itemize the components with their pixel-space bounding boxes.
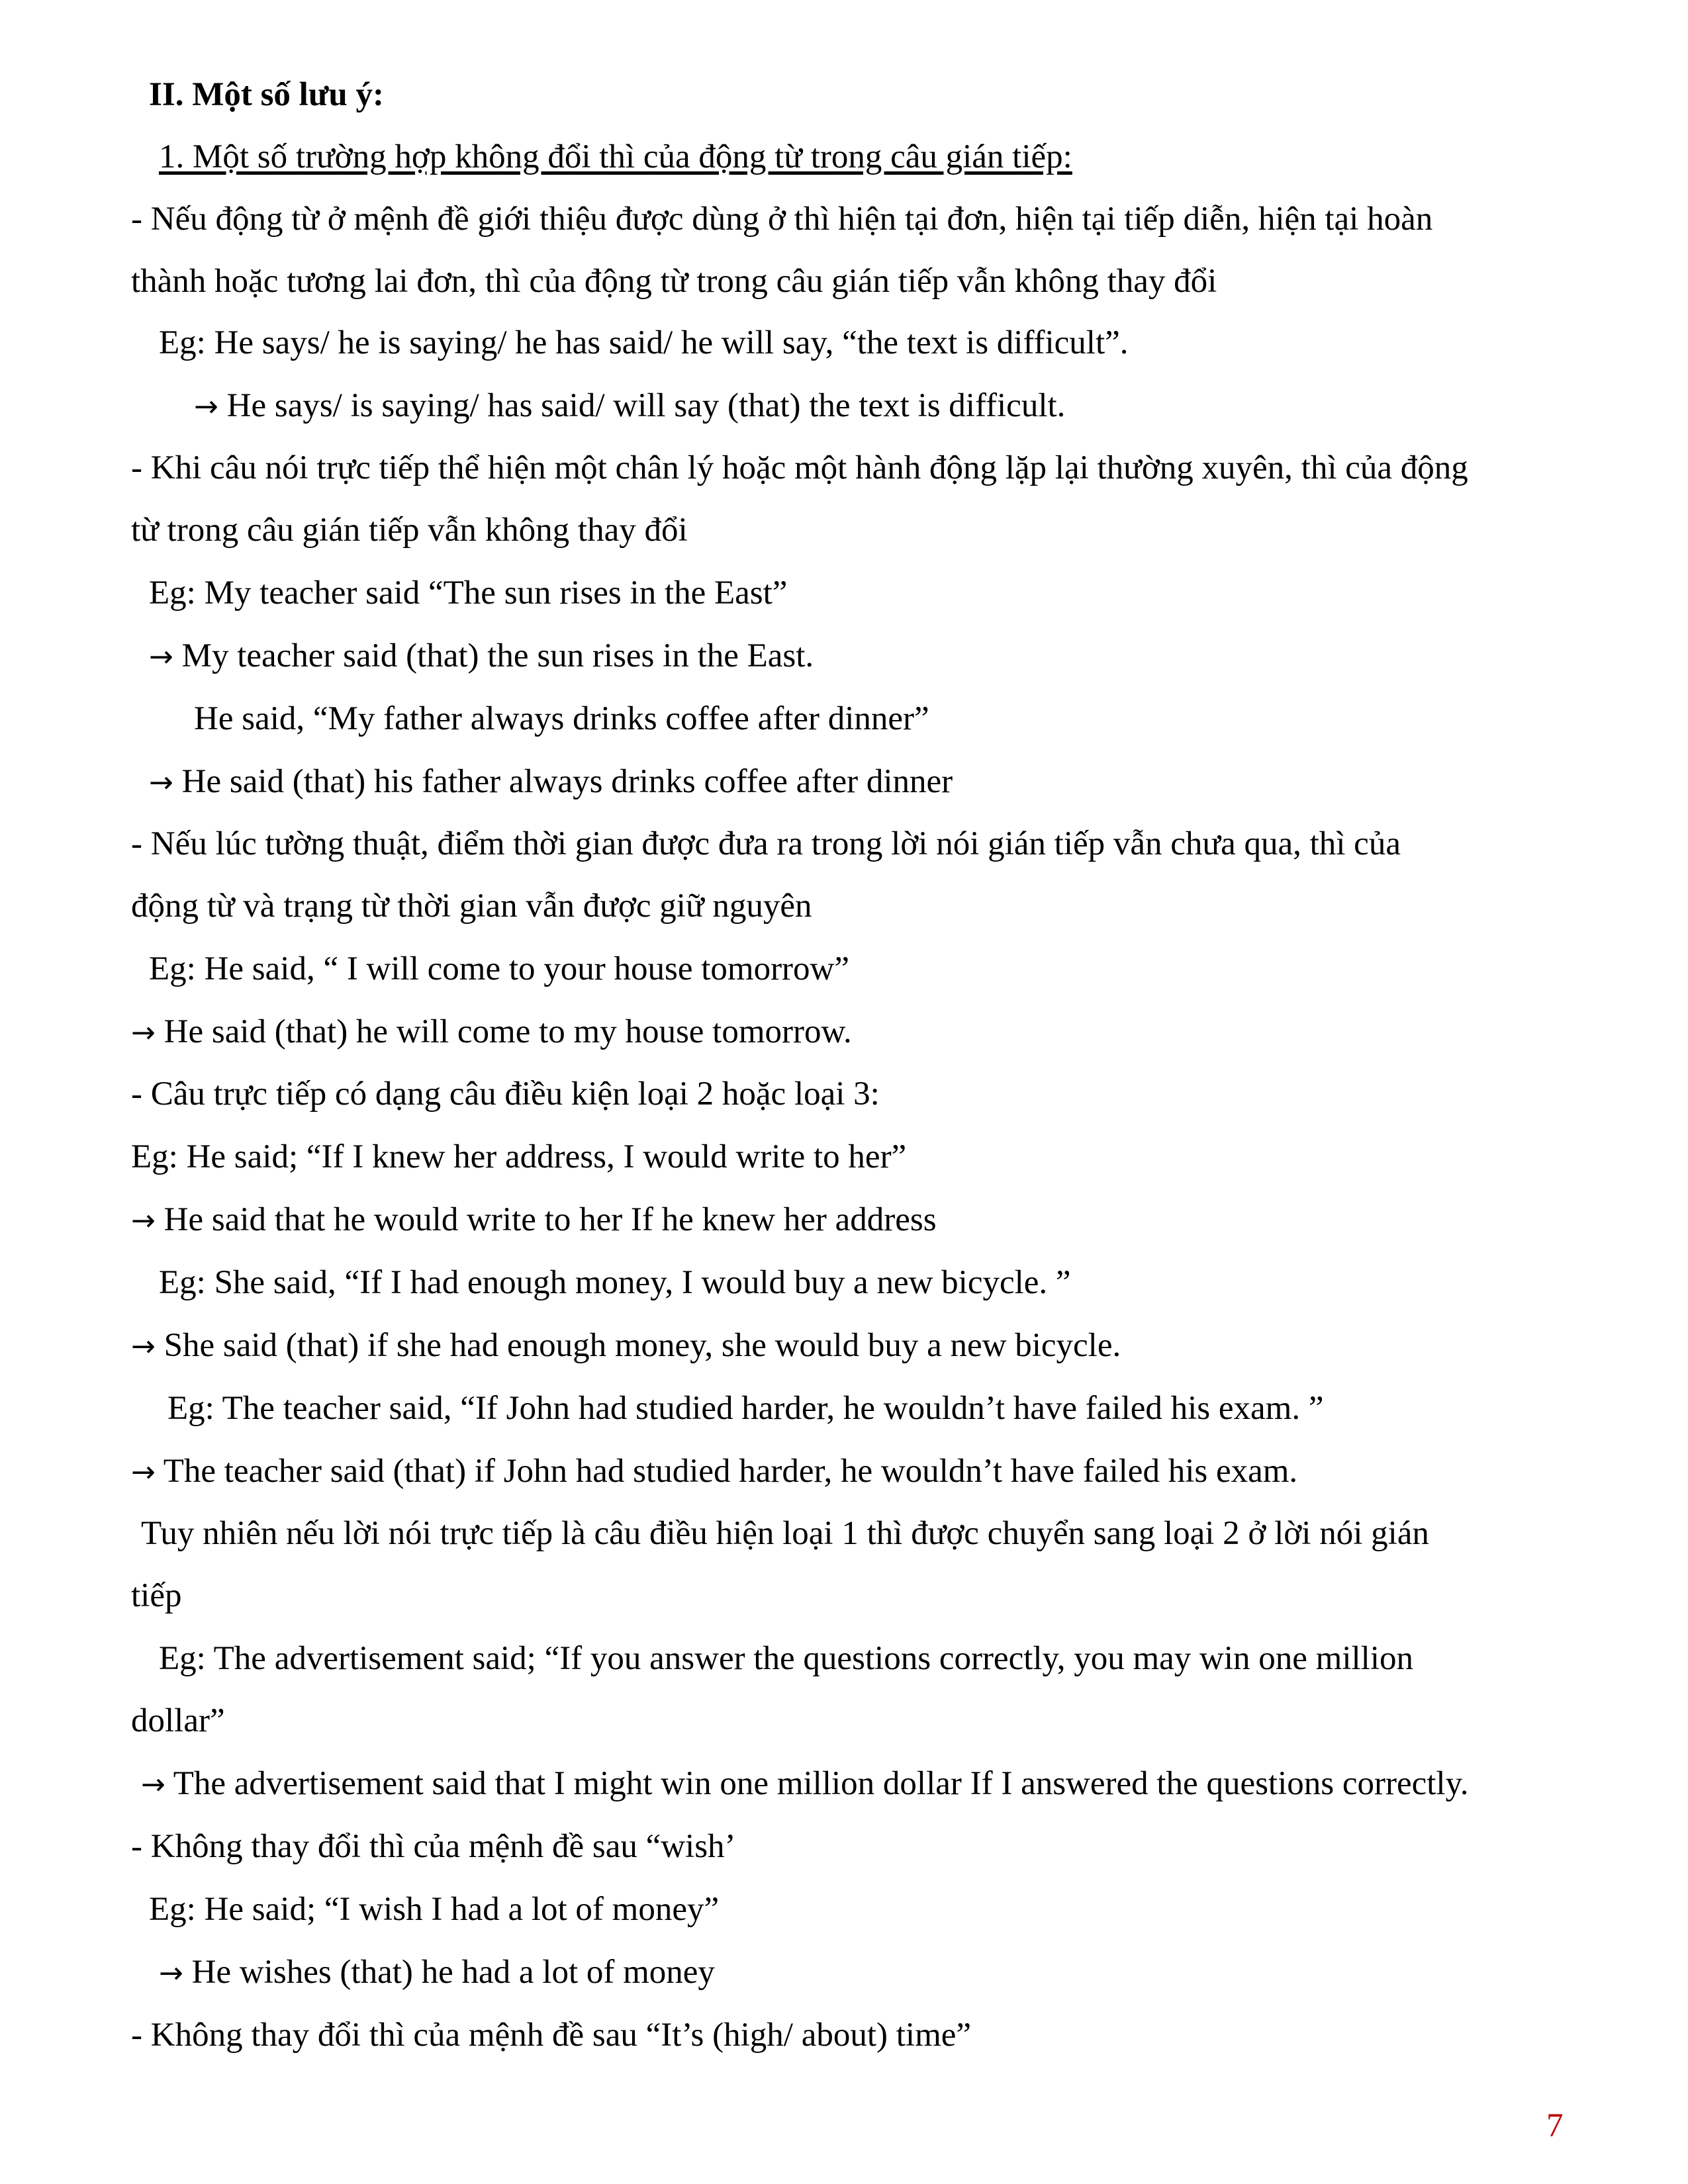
page-number: 7 [1546, 2107, 1564, 2144]
arrow-icon: → [159, 1956, 183, 1990]
arrow-icon: → [131, 1330, 156, 1363]
paragraph-line: - Không thay đổi thì của mệnh đề sau “wish’ [131, 1828, 736, 1865]
example-line: Eg: The advertisement said; “If you answer the questions correctly, you may win one million [159, 1640, 1414, 1677]
example-line: Eg: He said; “If I knew her address, I would write to her” [131, 1138, 907, 1175]
converted-line: → He said (that) he will come to my house tomorrow. [131, 1013, 852, 1050]
paragraph-line: từ trong câu gián tiếp vẫn không thay đổi [131, 512, 688, 549]
example-line: Eg: He said; “I wish I had a lot of money” [149, 1891, 720, 1928]
arrow-icon: → [149, 766, 173, 799]
paragraph-line: - Nếu động từ ở mệnh đề giới thiệu được dùng ở thì hiện tại đơn, hiện tại tiếp diễn, hiện tại hoàn [131, 201, 1433, 238]
example-line: Eg: The teacher said, “If John had studied harder, he wouldn’t have failed his exam. ” [167, 1390, 1324, 1427]
converted-line: → He wishes (that) he had a lot of money [159, 1954, 715, 1991]
arrow-icon: → [131, 1204, 156, 1238]
paragraph-line: thành hoặc tương lai đơn, thì của động từ trong câu gián tiếp vẫn không thay đổi [131, 263, 1217, 300]
paragraph-line: - Không thay đổi thì của mệnh đề sau “It’s (high/ about) time” [131, 2017, 972, 2054]
converted-line: → The advertisement said that I might win one million dollar If I answered the questions correctly. [141, 1765, 1469, 1802]
example-line: dollar” [131, 1702, 225, 1739]
section-subheading: 1. Một số trường hợp không đổi thì của động từ trong câu gián tiếp: [159, 138, 1072, 175]
paragraph-line: - Khi câu nói trực tiếp thể hiện một chân lý hoặc một hành động lặp lại thường xuyên, thì của động [131, 449, 1468, 486]
paragraph-line: Tuy nhiên nếu lời nói trực tiếp là câu điều hiện loại 1 thì được chuyển sang loại 2 ở lời nói gián [141, 1515, 1429, 1552]
converted-line: → He said that he would write to her If he knew her address [131, 1201, 937, 1238]
converted-line: → She said (that) if she had enough money, she would buy a new bicycle. [131, 1327, 1121, 1364]
paragraph-line: động từ và trạng từ thời gian vẫn được giữ nguyên [131, 887, 812, 925]
example-line: Eg: He says/ he is saying/ he has said/ he will say, “the text is difficult”. [159, 324, 1129, 361]
arrow-icon: → [131, 1455, 156, 1489]
example-line: Eg: He said, “ I will come to your house tomorrow” [149, 950, 850, 987]
example-line: He said, “My father always drinks coffee after dinner” [194, 700, 929, 737]
arrow-icon: → [149, 640, 173, 674]
converted-line: → He says/ is saying/ has said/ will say (that) the text is difficult. [194, 387, 1066, 424]
paragraph-line: - Nếu lúc tường thuật, điểm thời gian được đưa ra trong lời nói gián tiếp vẫn chưa qua, thì của [131, 825, 1401, 862]
converted-line: → The teacher said (that) if John had studied harder, he wouldn’t have failed his exam. [131, 1453, 1298, 1490]
arrow-icon: → [194, 390, 218, 424]
arrow-icon: → [131, 1016, 156, 1050]
converted-line: → He said (that) his father always drinks coffee after dinner [149, 763, 953, 800]
arrow-icon: → [141, 1768, 165, 1801]
example-line: Eg: She said, “If I had enough money, I would buy a new bicycle. ” [159, 1264, 1071, 1301]
section-heading: II. Một số lưu ý: [149, 76, 385, 113]
example-line: Eg: My teacher said “The sun rises in the East” [149, 574, 788, 612]
paragraph-line: - Câu trực tiếp có dạng câu điều kiện loại 2 hoặc loại 3: [131, 1075, 880, 1113]
paragraph-line: tiếp [131, 1577, 182, 1614]
converted-line: → My teacher said (that) the sun rises in the East. [149, 637, 814, 674]
